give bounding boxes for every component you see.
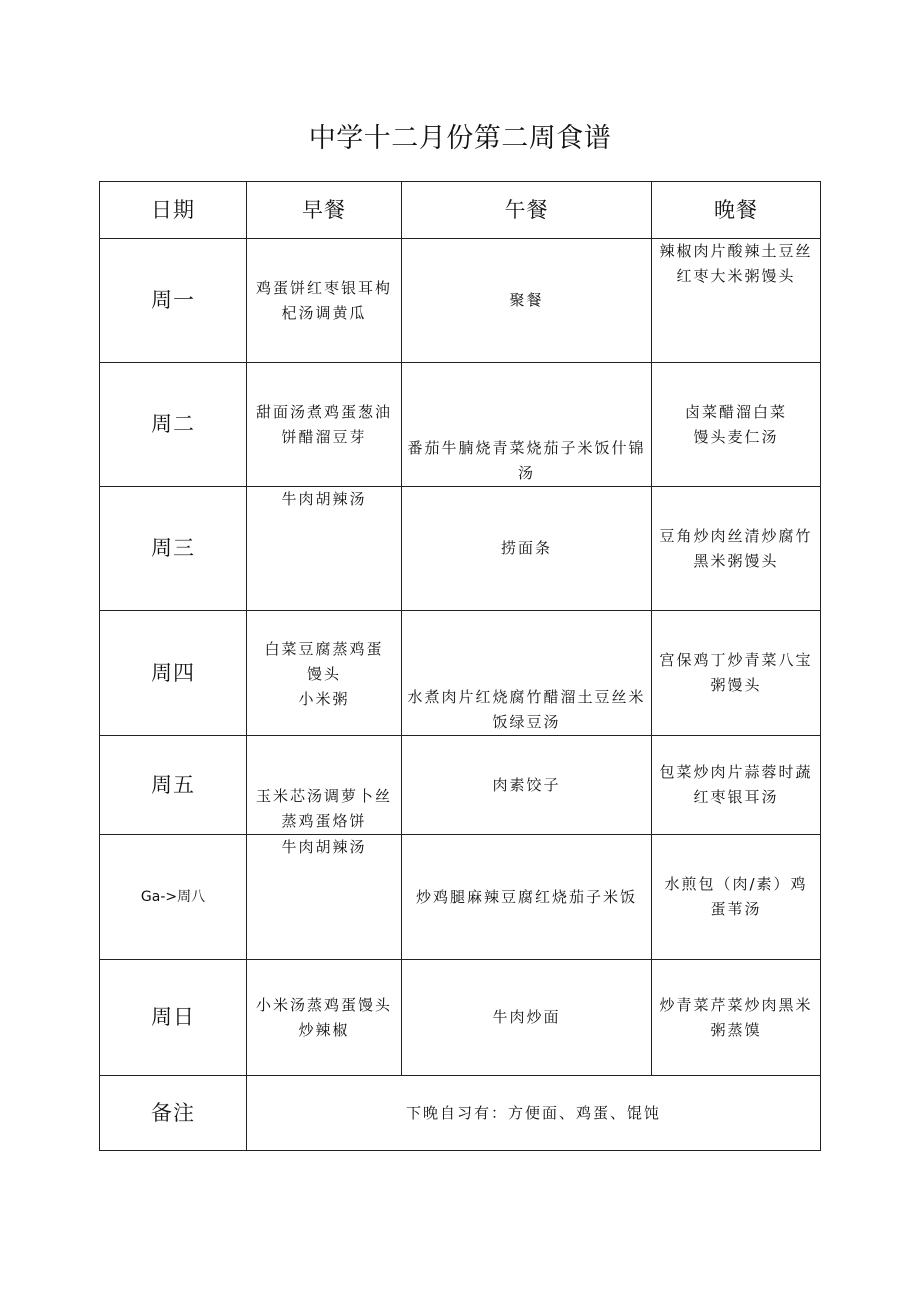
dinner-cell	[652, 960, 821, 1076]
dinner-cell	[652, 487, 821, 611]
header-row	[100, 182, 821, 239]
lunch-text: 牛肉炒面	[492, 1008, 561, 1026]
dinner-text: 卤菜醋溜白菜 馒头麦仁汤	[684, 402, 787, 446]
day-cell: 周二	[100, 363, 247, 487]
breakfast-text: 牛肉胡辣汤	[281, 490, 367, 508]
breakfast-text: 小米汤蒸鸡蛋馒头炒辣椒	[255, 995, 392, 1039]
note-row	[100, 1076, 821, 1151]
table-row-sunday	[100, 960, 821, 1076]
menu-table	[99, 181, 821, 1151]
lunch-cell	[402, 487, 652, 611]
dinner-cell	[652, 363, 821, 487]
header-date: 日期	[100, 182, 247, 239]
breakfast-cell	[247, 736, 402, 835]
lunch-cell	[402, 960, 652, 1076]
breakfast-cell	[247, 487, 402, 611]
lunch-cell	[402, 611, 652, 736]
breakfast-cell	[247, 239, 402, 363]
lunch-cell	[402, 239, 652, 363]
header-breakfast: 早餐	[247, 182, 402, 239]
breakfast-text: 甜面汤煮鸡蛋葱油饼醋溜豆芽	[255, 402, 392, 446]
breakfast-text: 玉米芯汤调萝卜丝蒸鸡蛋烙饼	[255, 787, 392, 830]
breakfast-cell	[247, 611, 402, 736]
day-cell: 周四	[100, 611, 247, 736]
breakfast-text: 牛肉胡辣汤	[281, 838, 367, 856]
note-text: 下晚自习有：方便面、鸡蛋、馄饨	[247, 1076, 821, 1151]
table-row-thursday	[100, 611, 821, 736]
dinner-text: 宫保鸡丁炒青菜八宝粥馒头	[659, 651, 813, 694]
day-cell: 周一	[100, 239, 247, 363]
dinner-cell	[652, 835, 821, 960]
note-label: 备注	[100, 1076, 247, 1151]
lunch-cell	[402, 363, 652, 487]
lunch-text: 聚餐	[509, 291, 544, 309]
day-cell: 周三	[100, 487, 247, 611]
lunch-text: 肉素饺子	[492, 775, 561, 794]
dinner-text: 豆角炒肉丝清炒腐竹黑米粥馒头	[659, 526, 813, 570]
breakfast-cell	[247, 363, 402, 487]
dinner-text: 包菜炒肉片蒜蓉时蔬红枣银耳汤	[659, 763, 813, 806]
table-row-tuesday	[100, 363, 821, 487]
table-row-saturday	[100, 835, 821, 960]
lunch-cell	[402, 835, 652, 960]
page-title: 中学十二月份第二周食谱	[308, 123, 612, 154]
dinner-cell	[652, 736, 821, 835]
lunch-text: 水煮肉片红烧腐竹醋溜土豆丝米饭绿豆汤	[407, 688, 646, 731]
dinner-text: 炒青菜芹菜炒肉黑米粥蒸馍	[659, 995, 813, 1039]
dinner-cell	[652, 611, 821, 736]
header-lunch: 午餐	[402, 182, 652, 239]
day-cell: Ga->周八	[100, 835, 247, 960]
lunch-cell	[402, 736, 652, 835]
table-row-monday	[100, 239, 821, 363]
table-row-wednesday	[100, 487, 821, 611]
dinner-cell	[652, 239, 821, 363]
lunch-text: 番茄牛腩烧青菜烧茄子米饭什锦汤	[407, 439, 646, 482]
lunch-text: 捞面条	[500, 539, 552, 557]
day-cell: 周日	[100, 960, 247, 1076]
breakfast-cell	[247, 960, 402, 1076]
breakfast-text: 鸡蛋饼红枣银耳枸杞汤调黄瓜	[255, 278, 392, 322]
breakfast-cell	[247, 835, 402, 960]
day-cell: 周五	[100, 736, 247, 835]
header-dinner: 晚餐	[652, 182, 821, 239]
table-row-friday	[100, 736, 821, 835]
dinner-text: 辣椒肉片酸辣土豆丝红枣大米粥馒头	[659, 242, 813, 285]
breakfast-text: 白菜豆腐蒸鸡蛋 馒头 小米粥	[264, 640, 384, 708]
lunch-text: 炒鸡腿麻辣豆腐红烧茄子米饭	[415, 887, 637, 906]
dinner-text: 水煎包（肉/素）鸡蛋苇汤	[664, 875, 808, 918]
